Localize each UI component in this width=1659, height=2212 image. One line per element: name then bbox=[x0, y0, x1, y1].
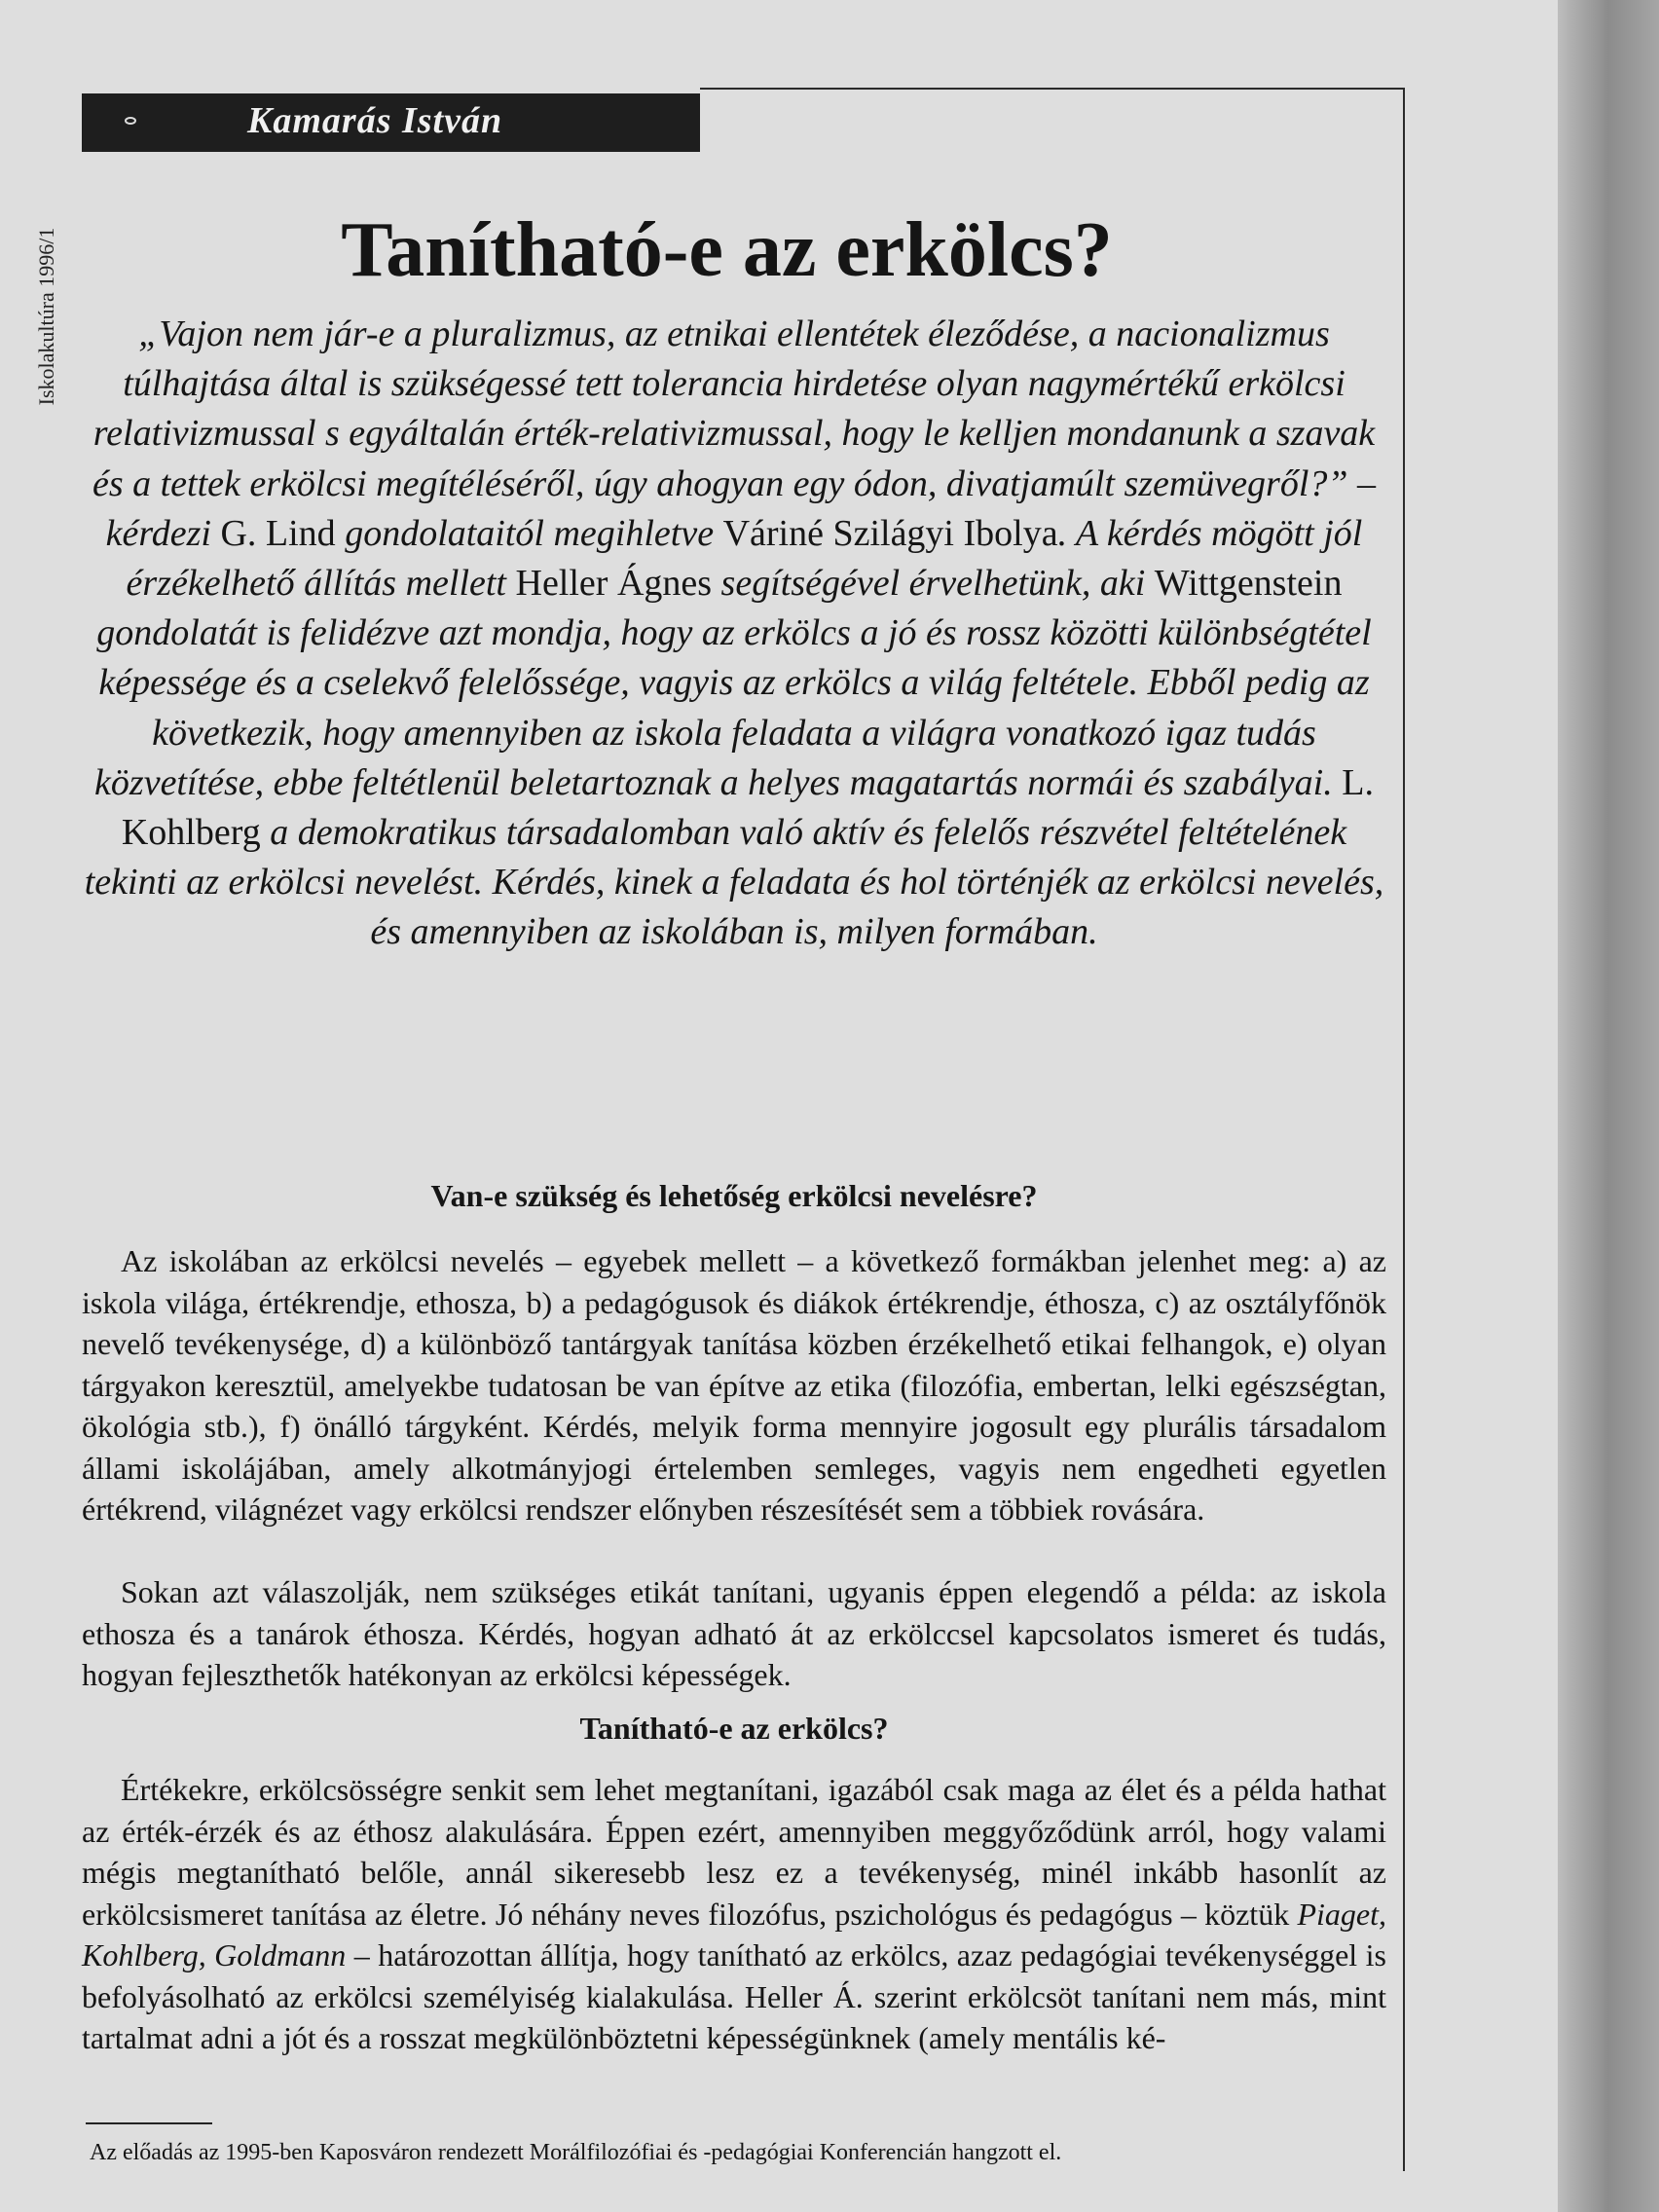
author-name: Kamarás István bbox=[247, 100, 503, 141]
bullet-icon bbox=[125, 117, 136, 125]
abstract-text: segítségével érvelhetünk, aki bbox=[712, 563, 1155, 605]
section-heading: Van-e szükség és lehetőség erkölcsi nevelésre? bbox=[430, 1178, 1038, 1213]
abstract-quote: „Vajon nem jár-e a pluralizmus, az etnikai ellentétek éleződése, a nacionalizmus túlhajtása által is szükségessé tett tolerancia hirdetése olyan nagymértékű erkölcsi relativizmussal s egyáltalán érték-relativizmussal, hogy le kelljen mondanunk a szavak és a tettek erkölcsi megítéléséről, úgy ahogyan egy ódon, divatjamúlt szemüvegről?” bbox=[92, 313, 1376, 504]
abstract-name: Wittgenstein bbox=[1154, 563, 1343, 605]
footnote-rule bbox=[86, 2122, 212, 2124]
body-paragraph bbox=[82, 1769, 1386, 2059]
journal-reference: Iskolakultúra 1996/1 bbox=[34, 227, 58, 406]
cited-names: Piaget, Kohlberg, Goldmann bbox=[82, 1896, 1386, 1972]
body-paragraph: Sokan azt válaszolják, nem szükséges etikát tanítani, ugyanis éppen elegendő a példa: az iskola ethosza és a tanárok éthosza. Kérdés, hogyan adható át az erkölccsel kapcsolatos ismeret és tudás, hogyan fejleszthetők hatékonyan az erkölcsi képességek. bbox=[82, 1574, 1386, 1692]
abstract-name: Heller Ágnes bbox=[515, 563, 713, 605]
abstract-text: . A kérdés mögött jól érzékelhető állítás mellett bbox=[126, 512, 1363, 605]
book-spine bbox=[1558, 0, 1659, 2212]
footnote: Az előadás az 1995-ben Kaposváron rendezett Morálfilozófiai és -pedagógiai Konferencián hangzott el. bbox=[90, 2140, 1062, 2165]
body-paragraph: Az iskolában az erkölcsi nevelés – egyebek mellett – a következő formákban jelenhet meg: a) az iskola világa, értékrendje, ethosza, b) a pedagógusok és diákok értékrendje, éthosza, c) az osztályfőnök nevelő tevékenysége, d) a különböző tantárgyak tanítása közben érzékelhető etikai felhangok, e) olyan tárgyakon keresztül, amelyekbe tudatosan be van építve az etika (filozófia, embertan, lelki egészségtan, ökológia stb.), f) önálló tárgyként. Kérdés, melyik forma mennyire jogosult egy plurális társadalom állami iskolájában, amely alkotmányjogi értelemben semleges, vagyis nem engedheti egyetlen értékrend, világnézet vagy erkölcsi rendszer előnyben részesítését sem a többiek rovására. bbox=[82, 1243, 1386, 1527]
abstract bbox=[82, 310, 1386, 958]
abstract-text: gondolataitól megihletve bbox=[335, 512, 723, 554]
section-heading: Tanítható-e az erkölcs? bbox=[579, 1711, 889, 1746]
abstract-text: a demokratikus társadalomban való aktív és felelős részvétel feltételének tekinti az erkölcsi nevelést. Kérdés, kinek a feladata és hol történjék az erkölcsi nevelés, és amennyiben az iskolában is, milyen formában. bbox=[84, 812, 1384, 953]
abstract-name: L. Kohlberg bbox=[121, 761, 1374, 854]
abstract-text: – kérdezi bbox=[105, 462, 1377, 554]
column-rule bbox=[1403, 88, 1405, 2171]
abstract-text: gondolatát is felidézve azt mondja, hogy az erkölcs a jó és rossz közötti különbségtétel képessége és a cselekvő felelőssége, vagyis az erkölcs a világ feltétele. Ebből pedig az következik, hogy amennyiben az iskola feladata a világra vonatkozó igaz tudás közvetítése, ebbe feltétlenül beletartoznak a helyes magatartás normái és szabályai. bbox=[94, 612, 1372, 803]
paragraph-text: Értékekre, erkölcsösségre senkit sem lehet megtanítani, igazából csak maga az élet és a példa hathat az érték-érzék és az éthosz alakulására. Éppen ezért, amennyiben meggyőződünk arról, hogy valami mégis megtanítható belőle, annál sikeresebb lesz ez a tevékenység, minél inkább hasonlít az erkölcsismeret tanítása az életre. Jó néhány neves filozófus, pszichológus és pedagógus – köztük bbox=[82, 1772, 1386, 1932]
abstract-name: Váriné Szilágyi Ibolya bbox=[722, 512, 1058, 554]
page-title: Tanítható-e az erkölcs? bbox=[341, 207, 1113, 293]
abstract-name: G. Lind bbox=[220, 512, 336, 554]
header-rule bbox=[700, 88, 1403, 90]
author-bar bbox=[82, 93, 700, 152]
paragraph-text: – határozottan állítja, hogy tanítható az erkölcs, azaz pedagógiai tevékenységgel is befolyásolható az erkölcsi személyiség kialakulása. Heller Á. szerint erkölcsöt tanítani nem más, mint tartalmat adni a jót és a rosszat megkülönböztetni képességünknek (amely mentális ké- bbox=[82, 1937, 1387, 2055]
